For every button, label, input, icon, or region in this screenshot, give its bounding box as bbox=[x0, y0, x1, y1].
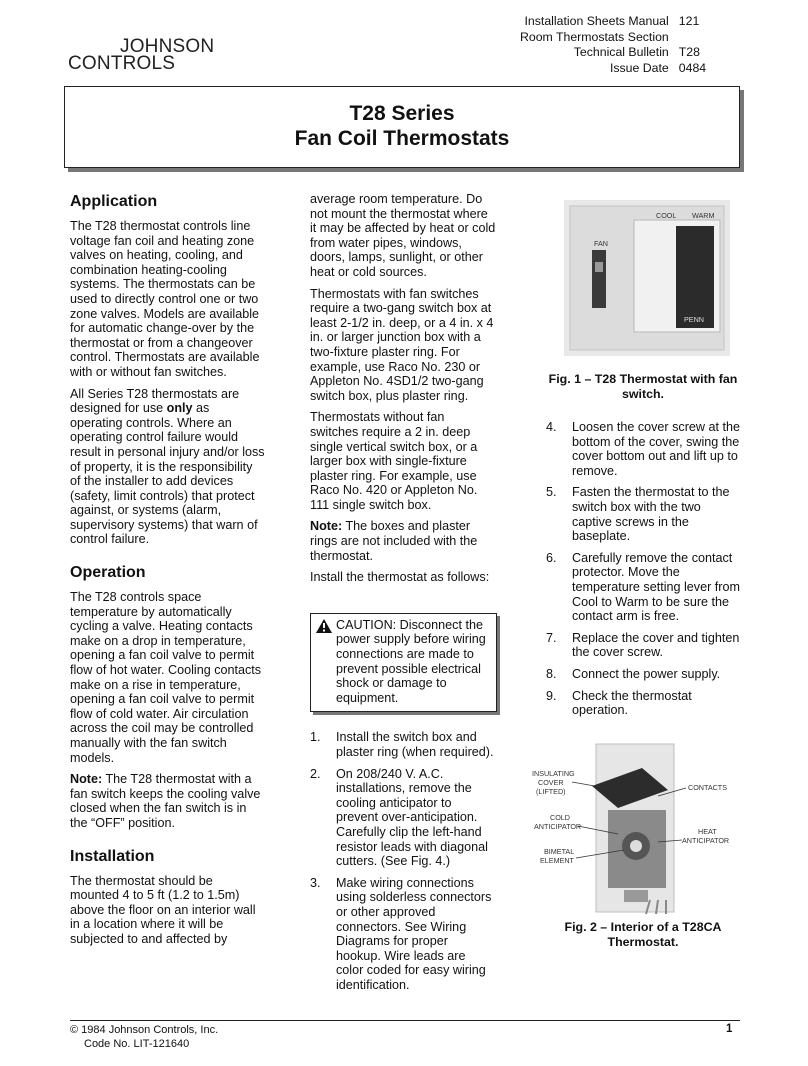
figure-1-thermostat-photo bbox=[564, 200, 730, 356]
bimetal-label-2: ELEMENT bbox=[540, 855, 574, 865]
heat-anticipator-label: HEAT bbox=[698, 826, 717, 836]
list-item: 4. Loosen the cover screw at the bottom of the cover, swing the cover bottom out and lift up to remove. bbox=[546, 420, 741, 478]
brand-label: PENN bbox=[684, 315, 704, 324]
list-item: 5. Fasten the thermostat to the switch box with the two captive screws in the baseplate. bbox=[546, 485, 730, 544]
list-item: 2. On 208/240 V. A.C. installations, remove the cooling anticipator to prevent over-anticipation. Carefully clip the left-hand resistor leads with diagonal cutters. (See Fig. 4.) bbox=[310, 766, 488, 869]
insulating-cover-label-2: COVER bbox=[538, 777, 564, 787]
cold-anticipator-label: COLD bbox=[550, 812, 570, 822]
steps-list-a bbox=[310, 730, 496, 992]
logo-line-2: CONTROLS bbox=[68, 53, 176, 74]
operation-note: Note: The T28 thermostat with a fan switch keeps the cooling valve closed when the fan switch is in the “OFF” position. bbox=[70, 772, 261, 830]
installation-paragraph-cont: average room temperature. Do not mount the thermostat where it may be affected by heat or cold from water pipes, windows, doors, lamps, sunlight, or other heat or cold sources. bbox=[310, 192, 496, 279]
installation-paragraph: The thermostat should be mounted 4 to 5 ft (1.2 to 1.5m) above the floor on an interior wall in a location where it will be subjected to and affected by bbox=[70, 873, 256, 946]
list-item: 1. Install the switch box and plaster ring (when required). bbox=[310, 730, 494, 759]
list-item: 9. Check the thermostat operation. bbox=[546, 688, 692, 718]
cool-label: COOL bbox=[656, 211, 677, 220]
title-box bbox=[64, 86, 740, 168]
column-1 bbox=[70, 192, 265, 947]
info-label: Room Thermostats Section bbox=[520, 29, 669, 44]
info-label: Installation Sheets Manual bbox=[524, 14, 669, 28]
installation-note: Note: The boxes and plaster rings are not included with the thermostat. bbox=[310, 519, 478, 563]
installation-intro: Install the thermostat as follows: bbox=[310, 570, 490, 585]
operation-paragraph: The T28 controls space temperature by automatically cycling a valve. Heating contacts make on a drop in temperature, opening a fan coil valve to permit flow of hot water. Cooling contacts make on a rise in temperature, opening a fan coil valve to permit flow of cold water. Air circulation across the coil may be controlled manually with the fan switch models. bbox=[70, 590, 262, 765]
warning-icon bbox=[316, 619, 332, 633]
caution-box bbox=[310, 613, 497, 713]
heat-anticipator-label-2: ANTICIPATOR bbox=[682, 835, 730, 845]
company-logo bbox=[68, 38, 214, 72]
info-value bbox=[669, 30, 713, 46]
page-subtitle: Fan Coil Thermostats bbox=[294, 127, 510, 150]
list-item: 3. Make wiring connections using solderless connectors or other approved connectors. See Wiring Diagrams for proper hookup. Wire leads are color coded for easy wiring identification. bbox=[310, 875, 492, 992]
document-info bbox=[520, 14, 713, 76]
caution-text: CAUTION: Disconnect the power supply before wiring connections are made to prevent possible electrical shock or damage to equipment. bbox=[336, 617, 486, 705]
cold-anticipator-label-2: ANTICIPATOR bbox=[534, 821, 582, 831]
operation-heading: Operation bbox=[70, 564, 146, 582]
insulating-cover-label: INSULATING bbox=[532, 768, 575, 778]
figure-1-caption: Fig. 1 – T28 Thermostat with fan switch. bbox=[548, 372, 738, 401]
figure-2-interior-photo bbox=[526, 738, 732, 916]
installation-paragraph-3: Thermostats without fan switches require a 2 in. deep single vertical switch box, or a larger box with single-fixture plaster ring. For example, use Raco No. 420 or Appleton No. 111 single switch box. bbox=[310, 410, 478, 512]
code-number: Code No. LIT-121640 bbox=[84, 1038, 190, 1050]
info-value: 121 bbox=[678, 14, 700, 28]
figure-2-caption: Fig. 2 – Interior of a T28CA Thermostat. bbox=[564, 919, 722, 949]
steps-list-b bbox=[546, 420, 740, 718]
application-paragraph-2: All Series T28 thermostats are designed for use only as operating controls. Where an operating control failure would result in personal injury and/or loss of property, it is the responsibility of the installer to add devices (safety, limit controls) that protect against, or systems (alarm, supervisory systems) that warn of control failure. bbox=[70, 386, 265, 547]
warm-label: WARM bbox=[692, 211, 715, 220]
info-value: 0484 bbox=[678, 60, 707, 75]
page-number: 1 bbox=[726, 1023, 733, 1035]
list-item: 7. Replace the cover and tighten the cover screw. bbox=[546, 630, 740, 660]
page-title: T28 Series bbox=[349, 102, 455, 125]
column-3 bbox=[532, 200, 741, 950]
insulating-cover-label-3: (LIFTED) bbox=[536, 786, 566, 796]
fan-label: FAN bbox=[594, 239, 608, 248]
info-label: Technical Bulletin bbox=[573, 45, 669, 59]
installation-heading: Installation bbox=[70, 847, 155, 865]
application-heading: Application bbox=[70, 193, 158, 210]
footer bbox=[70, 1023, 218, 1051]
column-2 bbox=[310, 192, 496, 993]
emphasis-only: only bbox=[166, 401, 193, 416]
installation-paragraph-2: Thermostats with fan switches require a two-gang switch box at least 2-1/2 in. deep, or a 4 in. x 4 in. or larger junction box with a two-fixture plaster ring. For example, use Raco No. 230 or Appleton No. 4SD1/2 two-gang switch box, plus plaster ring. bbox=[310, 286, 494, 403]
list-item: 8. Connect the power supply. bbox=[546, 666, 721, 681]
contacts-label: CONTACTS bbox=[688, 782, 727, 792]
info-label: Issue Date bbox=[609, 60, 669, 75]
logo-line-1: JOHNSON bbox=[120, 36, 215, 57]
info-value: T28 bbox=[678, 45, 700, 59]
footer-divider bbox=[70, 1020, 740, 1021]
application-paragraph: The T28 thermostat controls line voltage fan coil and heating zone valves on heating, cooling, and combination heating-cooling systems. The thermostats can be used to directly control one or two zone valves. Models are available for automatic change-over by the thermostat or from a changeover control. Thermostats are available with or without fan switches. bbox=[70, 219, 260, 379]
copyright: © 1984 Johnson Controls, Inc. bbox=[70, 1024, 219, 1036]
list-item: 6. Carefully remove the contact protector. Move the temperature setting lever from Cool to Warm to be sure the contact arm is free. bbox=[546, 550, 740, 624]
bimetal-label: BIMETAL bbox=[544, 846, 575, 856]
